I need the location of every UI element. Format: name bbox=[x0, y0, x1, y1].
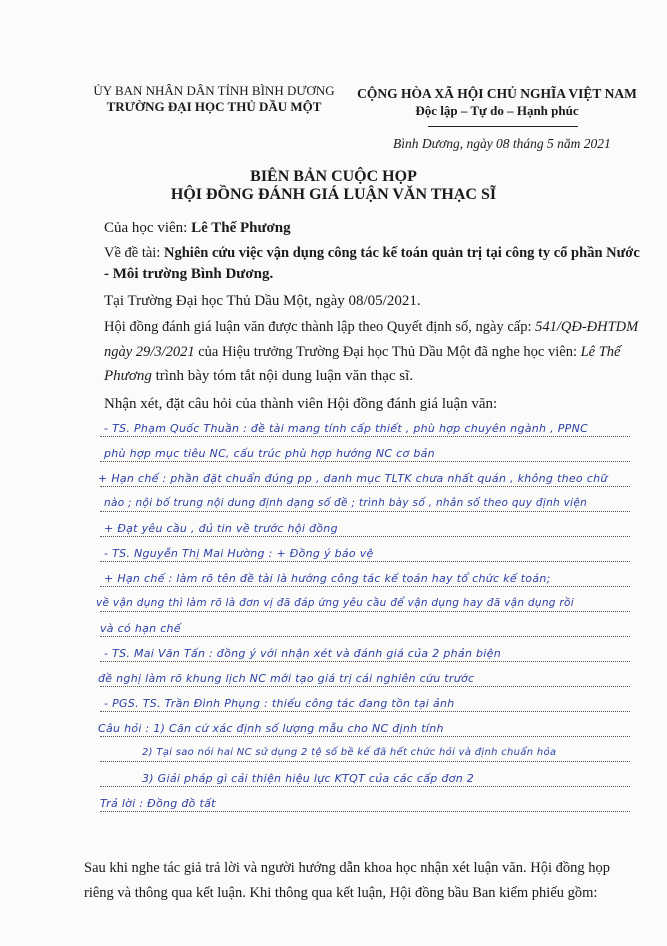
handwritten-line: đề nghị làm rõ khung lịch NC mới tạo giá trị cái nghiên cứu trước bbox=[98, 672, 475, 685]
national-motto: Độc lập – Tự do – Hạnh phúc bbox=[415, 103, 579, 118]
topic-title-cont: - Môi trường Bình Dương. bbox=[104, 266, 274, 282]
dotted-line bbox=[100, 786, 630, 787]
dotted-line bbox=[100, 586, 630, 587]
student-label: Của học viên: bbox=[104, 220, 192, 236]
dotted-line bbox=[100, 511, 630, 512]
handwritten-line: nào ; nội bố trung nội dung định dạng số đề ; trình bày số , nhân số theo quy định viện bbox=[104, 497, 588, 509]
dotted-line bbox=[100, 736, 630, 737]
document-date: Bình Dương, ngày 08 tháng 5 năm 2021 bbox=[393, 136, 611, 151]
council-line1 bbox=[104, 319, 638, 336]
dotted-line bbox=[100, 761, 630, 762]
handwritten-line: - PGS. TS. Trần Đình Phụng : thiếu công tác đang tồn tại ảnh bbox=[104, 697, 455, 710]
handwritten-line: - TS. Nguyễn Thị Mai Hường : + Đồng ý báo vệ bbox=[104, 547, 374, 560]
dotted-line bbox=[100, 461, 630, 462]
closing-line2: riêng và thông qua kết luận. Khi thông qua kết luận, Hội đồng bầu Ban kiểm phiếu gồm: bbox=[84, 885, 598, 901]
dotted-line bbox=[100, 611, 630, 612]
document-title: BIÊN BẢN CUỘC HỌP bbox=[250, 168, 417, 185]
dotted-line bbox=[100, 536, 630, 537]
closing-line1: Sau khi nghe tác giả trả lời và người hướng dẫn khoa học nhận xét luận văn. Hội đồng họp bbox=[84, 860, 610, 876]
dotted-line bbox=[100, 561, 630, 562]
handwritten-line: Trả lời : Đồng đồ tất bbox=[100, 797, 216, 810]
handwritten-line: và có hạn chế bbox=[100, 622, 181, 635]
student-name-italic2: Phương bbox=[104, 368, 152, 384]
council-text2: của Hiệu trưởng Trường Đại học Thủ Dầu Một đã nghe học viên: bbox=[194, 344, 581, 360]
council-text1: Hội đồng đánh giá luận văn được thành lập theo Quyết định số, ngày cấp: bbox=[104, 319, 536, 335]
document-subtitle: HỘI ĐỒNG ĐÁNH GIÁ LUẬN VĂN THẠC SĨ bbox=[170, 186, 497, 203]
handwritten-line: - TS. Mai Văn Tấn : đồng ý với nhận xét và đánh giá của 2 phản biện bbox=[104, 647, 501, 660]
dotted-line bbox=[100, 661, 630, 662]
school-name: TRƯỜNG ĐẠI HỌC THỦ DẦU MỘT bbox=[106, 99, 322, 114]
council-text3: trình bày tóm tắt nội dung luận văn thạc sĩ. bbox=[151, 368, 414, 384]
place-date: Tại Trường Đại học Thủ Dầu Một, ngày 08/05/2021. bbox=[104, 293, 421, 309]
student-line bbox=[104, 220, 291, 237]
dotted-line bbox=[100, 711, 630, 712]
agency-name: ỦY BAN NHÂN DÂN TỈNH BÌNH DƯƠNG bbox=[93, 83, 335, 98]
council-line2 bbox=[104, 344, 620, 361]
dotted-line bbox=[100, 636, 630, 637]
dotted-line bbox=[100, 486, 630, 487]
handwritten-line: + Đạt yêu cầu , đủ tin về trước hội đồng bbox=[104, 522, 338, 535]
handwritten-line: Câu hỏi : 1) Căn cứ xác định số lượng mẫu cho NC định tính bbox=[98, 722, 444, 735]
student-name: Lê Thế Phương bbox=[191, 220, 291, 236]
decision-number: 541/QĐ-ĐHTDM bbox=[535, 319, 639, 335]
topic-line bbox=[104, 245, 640, 262]
handwritten-line: - TS. Phạm Quốc Thuần : đề tài mang tính cấp thiết , phù hợp chuyên ngành , PPNC bbox=[104, 422, 589, 435]
topic-label: Về đề tài: bbox=[104, 245, 164, 261]
dotted-line bbox=[100, 686, 630, 687]
handwritten-line: về vận dụng thì làm rõ là đơn vị đã đáp ứng yêu cầu để vận dụng hay đã vận dụng rồi bbox=[96, 597, 574, 609]
handwritten-line: phù hợp mục tiêu NC, cấu trúc phù hợp hướng NC cơ bản bbox=[104, 447, 435, 460]
handwritten-line: + Hạn chế : phần đặt chuẩn đúng pp , danh mục TLTK chưa nhất quán , không theo chữ bbox=[98, 472, 608, 485]
national-title: CỘNG HÒA XÃ HỘI CHỦ NGHĨA VIỆT NAM bbox=[357, 86, 637, 101]
student-name-italic: Lê Thế bbox=[580, 344, 621, 360]
dotted-line bbox=[100, 811, 630, 812]
comments-label: Nhận xét, đặt câu hỏi của thành viên Hội đồng đánh giá luận văn: bbox=[104, 396, 498, 412]
council-line3 bbox=[104, 368, 413, 385]
handwritten-line: 3) Giải pháp gì cải thiện hiệu lực KTQT của các cấp đơn 2 bbox=[142, 772, 475, 785]
decision-date: ngày 29/3/2021 bbox=[104, 344, 195, 360]
dotted-line bbox=[100, 436, 630, 437]
handwritten-line: 2) Tại sao nói hai NC sử dụng 2 tệ số bề kế đã hết chức hỏi và định chuẩn hỏa bbox=[142, 747, 557, 758]
topic-title: Nghiên cứu việc vận dụng công tác kế toán quản trị tại công ty cổ phần Nước bbox=[164, 245, 640, 261]
handwritten-line: + Hạn chế : làm rõ tên đề tài là hướng công tác kế toán hay tổ chức kế toán; bbox=[104, 572, 551, 585]
motto-underline bbox=[428, 126, 578, 127]
